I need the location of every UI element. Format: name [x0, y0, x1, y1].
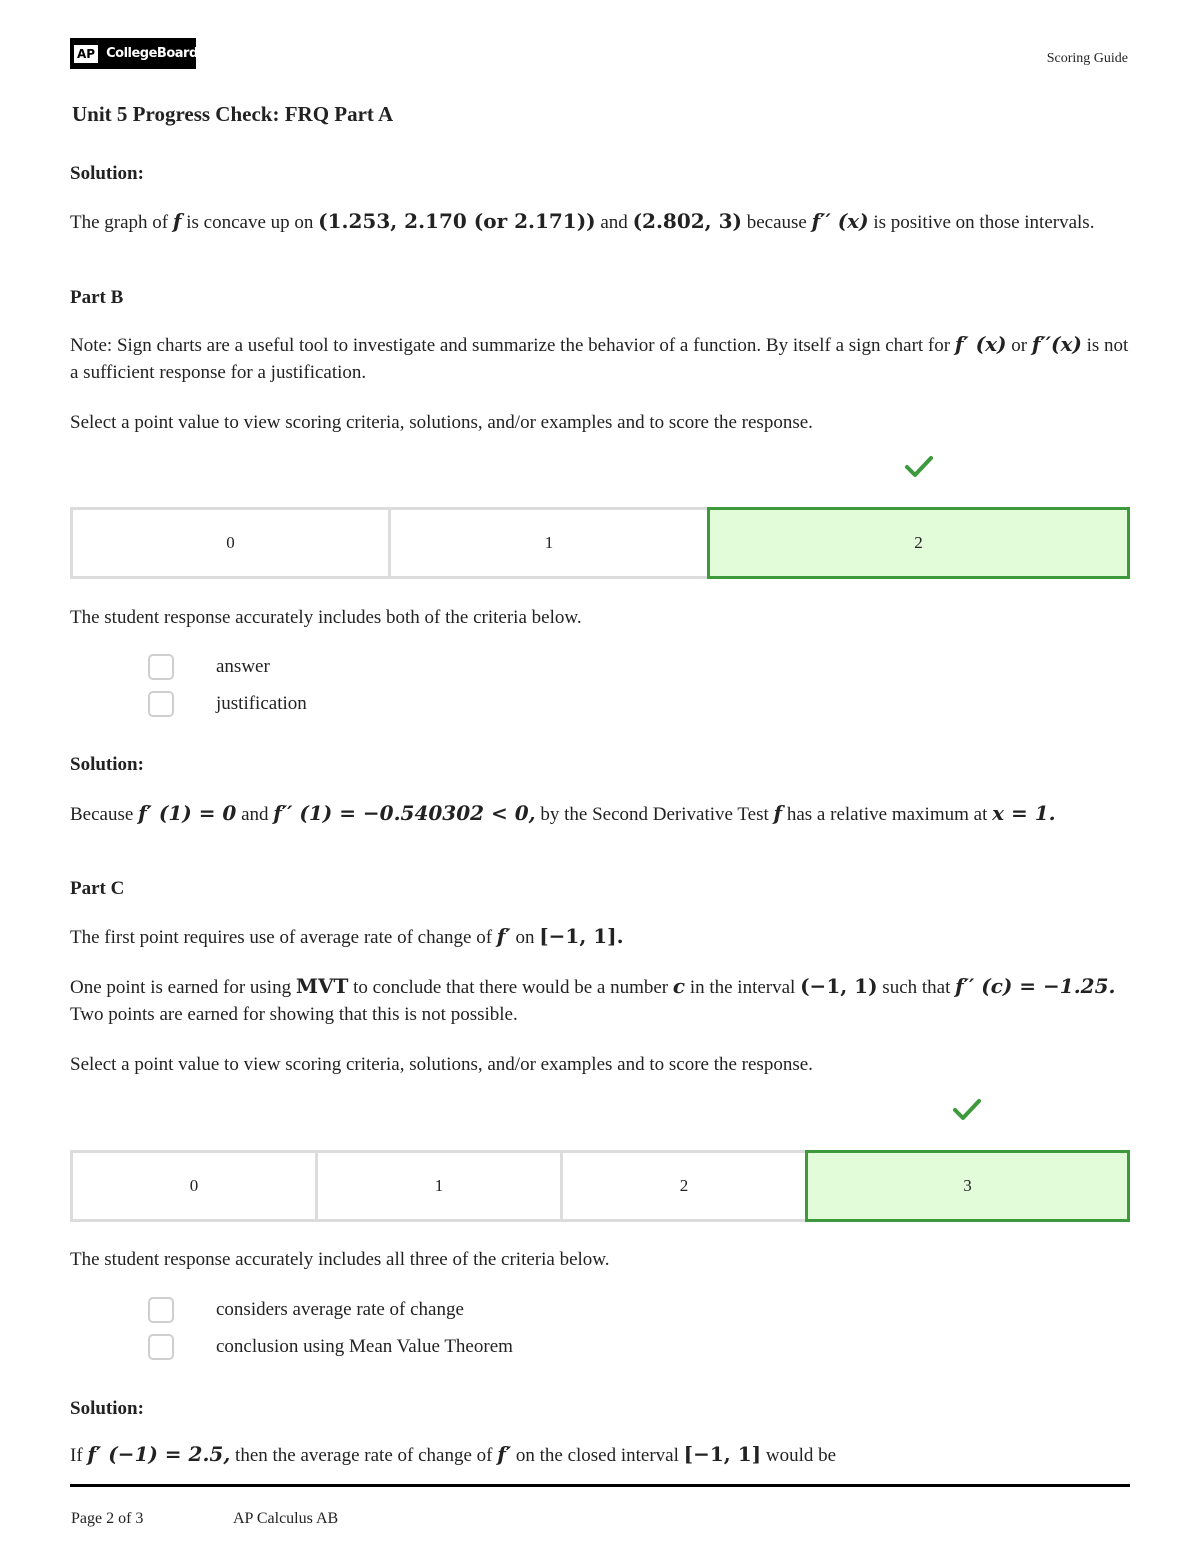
text: has a relative maximum at [782, 804, 993, 825]
text: on the closed interval [511, 1445, 684, 1466]
criterion-label: answer [216, 656, 270, 677]
part-c-score-scale [70, 1150, 1130, 1222]
part-b-note [70, 331, 1130, 386]
text: because [741, 212, 812, 233]
text: such that [877, 977, 956, 998]
text: is not a sufficient response for a justification. [70, 335, 1129, 383]
footer-rule [70, 1484, 1130, 1487]
score-option-3[interactable]: 3 [805, 1150, 1130, 1222]
part-b-heading: Part B [70, 287, 124, 308]
math-interval-2: (2.802, 3) [632, 209, 742, 233]
part-c-solution-label: Solution: [70, 1398, 144, 1419]
score-option-0[interactable]: 0 [70, 507, 391, 579]
part-c-one-point [70, 973, 1130, 1028]
part-a-solution-text [70, 208, 1130, 236]
text: One point is earned for using [70, 977, 296, 998]
logo-ap: AP [74, 45, 98, 63]
text: is concave up on [181, 212, 319, 233]
math-interval: [−1, 1] [683, 1442, 762, 1466]
part-c-first-point [70, 923, 1130, 951]
criterion-label: conclusion using Mean Value Theorem [216, 1336, 513, 1357]
math-c: c [672, 974, 686, 998]
criterion-item[interactable] [148, 691, 307, 717]
text: by the Second Derivative Test [535, 804, 774, 825]
criterion-item[interactable] [148, 1297, 464, 1323]
page-number: Page 2 of 3 [71, 1510, 144, 1527]
criterion-label: justification [216, 693, 307, 714]
math-expression: f′′ (1) = −0.540302 < 0, [273, 801, 536, 825]
text: or [1006, 335, 1032, 356]
text: and [236, 804, 274, 825]
checkbox[interactable] [148, 654, 174, 680]
text: is positive on those intervals. [868, 212, 1095, 233]
course-name: AP Calculus AB [233, 1510, 339, 1527]
math-f-prime: f′ [496, 924, 511, 948]
part-c-solution-text [70, 1441, 1130, 1469]
ap-collegeboard-logo [70, 38, 196, 69]
text: The first point requires use of average rate of change of [70, 927, 497, 948]
part-a-solution-label: Solution: [70, 163, 144, 184]
text: Two points are earned for showing that this is not possible. [70, 1004, 518, 1025]
math-expression: f′ (−1) = 2.5, [87, 1442, 231, 1466]
math-f-double-prime: f′′ (x) [811, 209, 869, 233]
check-icon [904, 452, 934, 482]
check-icon [952, 1095, 982, 1125]
score-option-2[interactable]: 2 [560, 1150, 808, 1222]
part-c-criteria-intro: The student response accurately includes all three of the criteria below. [70, 1249, 610, 1270]
text: If [70, 1445, 88, 1466]
part-b-score-scale [70, 507, 1130, 579]
text: Because [70, 804, 139, 825]
math-f-prime: f′ (x) [954, 332, 1007, 356]
part-b-solution-label: Solution: [70, 754, 144, 775]
math-expression: f′ (1) = 0 [138, 801, 237, 825]
criterion-label: considers average rate of change [216, 1299, 464, 1320]
score-option-1[interactable]: 1 [388, 507, 710, 579]
math-expression: f′′ (c) = −1.25. [955, 974, 1116, 998]
checkbox[interactable] [148, 1334, 174, 1360]
math-expression: x = 1. [992, 801, 1056, 825]
page-title: Unit 5 Progress Check: FRQ Part A [72, 102, 394, 126]
text: in the interval [685, 977, 801, 998]
checkbox[interactable] [148, 1297, 174, 1323]
criterion-item[interactable] [148, 654, 270, 680]
criterion-item[interactable] [148, 1334, 513, 1360]
text: The graph of [70, 212, 173, 233]
part-c-heading: Part C [70, 878, 125, 899]
math-interval-1: (1.253, 2.170 (or 2.171)) [318, 209, 596, 233]
score-option-1[interactable]: 1 [315, 1150, 563, 1222]
math-f: f [773, 801, 783, 825]
scoring-guide-label: Scoring Guide [1046, 51, 1128, 66]
text: Note: Sign charts are a useful tool to investigate and summarize the behavior of a function. By itself a sign chart for [70, 335, 955, 356]
text: and [595, 212, 633, 233]
text: on [510, 927, 540, 948]
math-interval: [−1, 1]. [539, 924, 624, 948]
math-f: f [172, 209, 182, 233]
text: then the average rate of change of [230, 1445, 498, 1466]
part-b-solution-text [70, 800, 1130, 828]
text: to conclude that there would be a number [348, 977, 673, 998]
math-f-double-prime: f′′(x) [1031, 332, 1082, 356]
math-mvt: MVT [295, 974, 349, 998]
math-f-prime: f′ [497, 1442, 512, 1466]
part-b-select-prompt: Select a point value to view scoring criteria, solutions, and/or examples and to score the response. [70, 412, 813, 433]
math-interval: (−1, 1) [800, 974, 878, 998]
part-b-criteria-intro: The student response accurately includes both of the criteria below. [70, 607, 582, 628]
logo-text: CollegeBoard [106, 46, 198, 61]
checkbox[interactable] [148, 691, 174, 717]
score-option-0[interactable]: 0 [70, 1150, 318, 1222]
text: would be [761, 1445, 837, 1466]
part-c-select-prompt: Select a point value to view scoring criteria, solutions, and/or examples and to score the response. [70, 1054, 813, 1075]
score-option-2[interactable]: 2 [707, 507, 1130, 579]
